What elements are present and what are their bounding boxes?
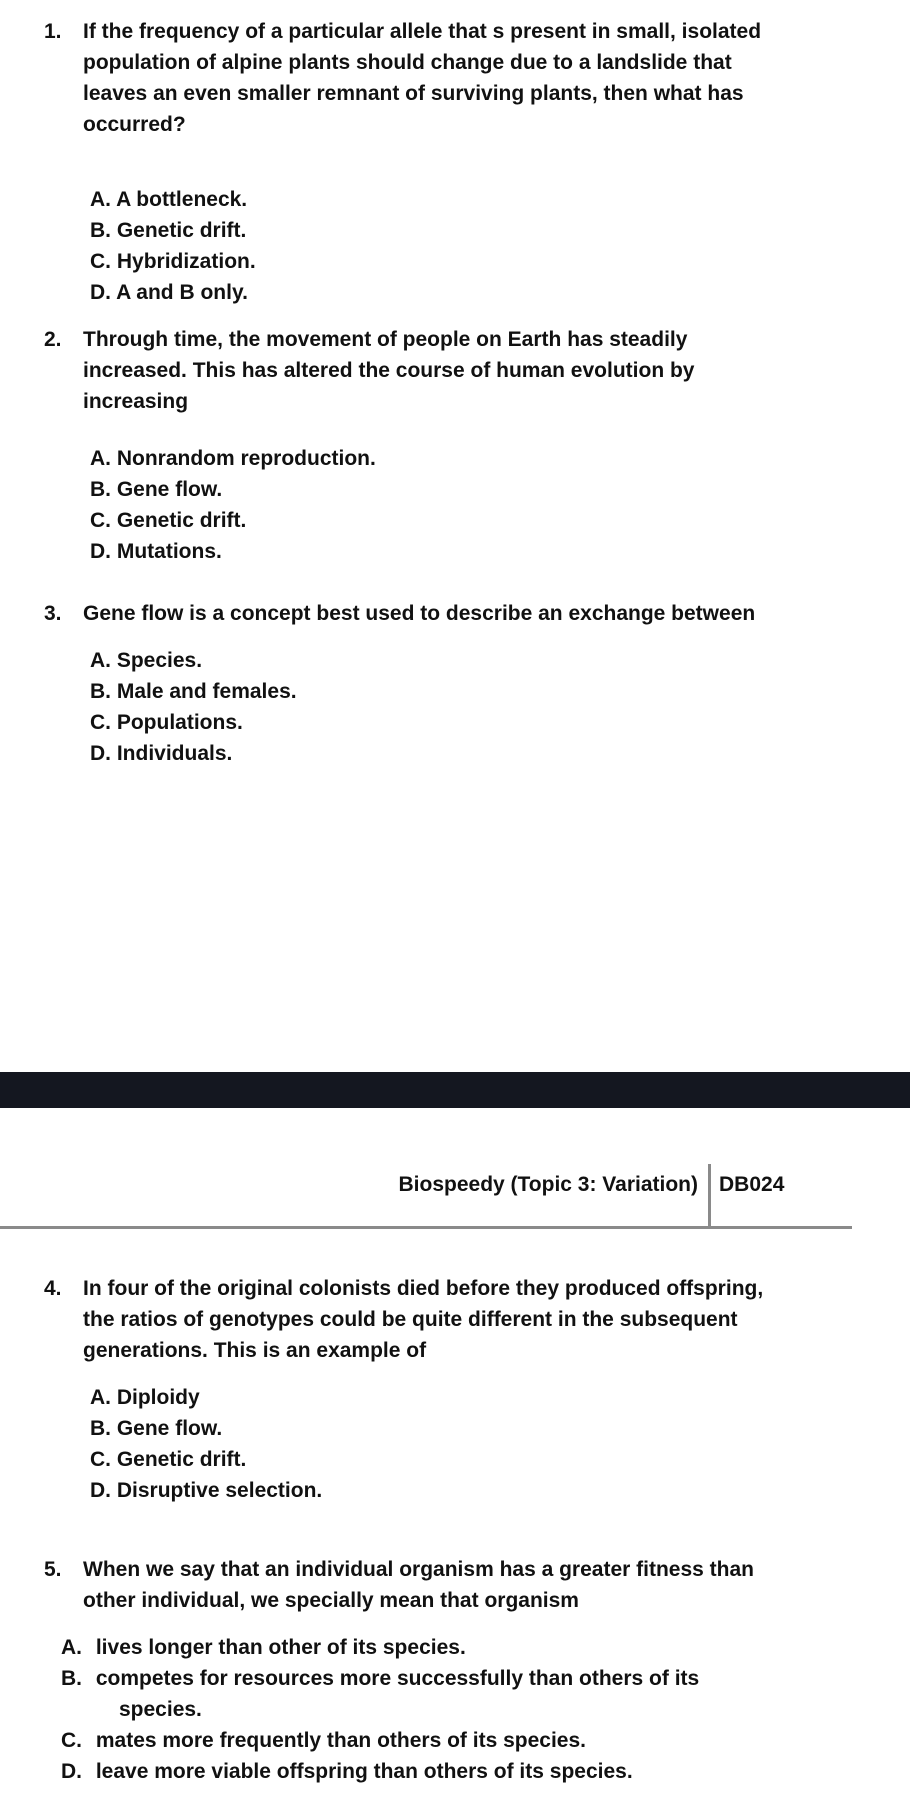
- header-divider-horizontal: [0, 1226, 852, 1229]
- option-a[interactable]: [90, 184, 864, 215]
- question-text: Gene flow is a concept best used to describe an exchange between: [83, 602, 756, 625]
- option-b[interactable]: [90, 215, 864, 246]
- option-c[interactable]: [90, 707, 864, 738]
- option-letter: D.: [90, 281, 111, 304]
- document-header: [0, 1108, 910, 1231]
- option-a[interactable]: A. lives longer than other of its species.: [61, 1636, 466, 1659]
- option-text: lives longer than other of its species.: [95, 1636, 466, 1659]
- option-letter: C.: [90, 509, 111, 532]
- option-text: Mutations.: [116, 540, 222, 563]
- option-letter: D.: [90, 540, 111, 563]
- option-letter: B.: [90, 219, 111, 242]
- page-divider: [0, 1072, 910, 1108]
- question-text: Through time, the movement of people on Earth has steadily increased. This has altered the course of human evolution by increasing: [83, 328, 695, 413]
- option-letter: C.: [90, 250, 111, 273]
- option-list: [90, 443, 864, 567]
- option-letter: A.: [90, 1386, 111, 1409]
- option-letter: A.: [90, 447, 111, 470]
- option-d[interactable]: [90, 536, 864, 567]
- option-list: [90, 184, 864, 308]
- option-c[interactable]: C. mates more frequently than others of its species.: [61, 1729, 586, 1752]
- option-text: Individuals.: [116, 742, 233, 765]
- option-text: Gene flow.: [116, 478, 223, 501]
- option-text: A bottleneck.: [116, 188, 248, 211]
- option-b[interactable]: [90, 676, 864, 707]
- question-4: [44, 1273, 864, 1506]
- question-text: If the frequency of a particular allele that s present in small, isolated population of alpine plants should change due to a landslide that leaves an even smaller remnant of surviving plants, then what has occurred?: [83, 20, 762, 136]
- question-text: In four of the original colonists died before they produced offspring, the ratios of genotypes could be quite different in the subsequent generations. This is an example of: [83, 1277, 764, 1362]
- option-letter: C.: [90, 1448, 111, 1471]
- option-text: Genetic drift.: [116, 509, 247, 532]
- question-number: 5.: [44, 1558, 62, 1581]
- option-letter: A.: [90, 188, 111, 211]
- option-b[interactable]: B. competes for resources more successfully than others of its species.: [61, 1667, 700, 1721]
- question-1: [44, 16, 864, 308]
- option-text: Nonrandom reproduction.: [116, 447, 376, 470]
- option-text: Gene flow.: [116, 1417, 223, 1440]
- header-code: DB024: [719, 1173, 785, 1196]
- option-c[interactable]: [90, 246, 864, 277]
- option-text: Male and females.: [116, 680, 297, 703]
- option-text: mates more frequently than others of its species.: [95, 1729, 586, 1752]
- option-text: Genetic drift.: [116, 219, 247, 242]
- option-text: competes for resources more successfully than others of its species.: [95, 1667, 700, 1721]
- option-letter: B.: [90, 680, 111, 703]
- option-b[interactable]: [90, 474, 864, 505]
- option-a[interactable]: [90, 443, 864, 474]
- option-letter: C.: [90, 711, 111, 734]
- option-text: A and B only.: [116, 281, 248, 304]
- option-a[interactable]: [90, 645, 864, 676]
- question-5: [44, 1554, 864, 1787]
- option-text: Hybridization.: [116, 250, 256, 273]
- question-number: 3.: [44, 602, 62, 625]
- option-d[interactable]: [90, 277, 864, 308]
- question-number: 1.: [44, 20, 62, 43]
- option-list: [90, 1382, 864, 1506]
- option-letter: D.: [90, 1479, 111, 1502]
- option-d[interactable]: [90, 1475, 864, 1506]
- option-text: Populations.: [116, 711, 243, 734]
- option-list: [61, 1632, 864, 1787]
- header-title: Biospeedy (Topic 3: Variation): [398, 1173, 698, 1196]
- option-c[interactable]: [90, 505, 864, 536]
- option-text: Genetic drift.: [116, 1448, 247, 1471]
- question-2: [44, 324, 864, 567]
- option-c[interactable]: [90, 1444, 864, 1475]
- option-a[interactable]: [90, 1382, 864, 1413]
- question-number: 2.: [44, 328, 62, 351]
- option-b[interactable]: [90, 1413, 864, 1444]
- question-text: When we say that an individual organism has a greater fitness than other individual, we specially mean that organism: [83, 1558, 754, 1612]
- option-text: Disruptive selection.: [116, 1479, 323, 1502]
- option-letter: A.: [90, 649, 111, 672]
- option-letter: D.: [90, 742, 111, 765]
- question-3: [44, 598, 864, 769]
- option-d[interactable]: [90, 738, 864, 769]
- header-divider-vertical: [708, 1164, 711, 1228]
- question-number: 4.: [44, 1277, 62, 1300]
- option-d[interactable]: D. leave more viable offspring than others of its species.: [61, 1760, 633, 1783]
- option-letter: B.: [90, 478, 111, 501]
- option-text: leave more viable offspring than others of its species.: [95, 1760, 633, 1783]
- option-text: Species.: [116, 649, 203, 672]
- option-letter: B.: [90, 1417, 111, 1440]
- option-text: Diploidy: [116, 1386, 200, 1409]
- option-list: [90, 645, 864, 769]
